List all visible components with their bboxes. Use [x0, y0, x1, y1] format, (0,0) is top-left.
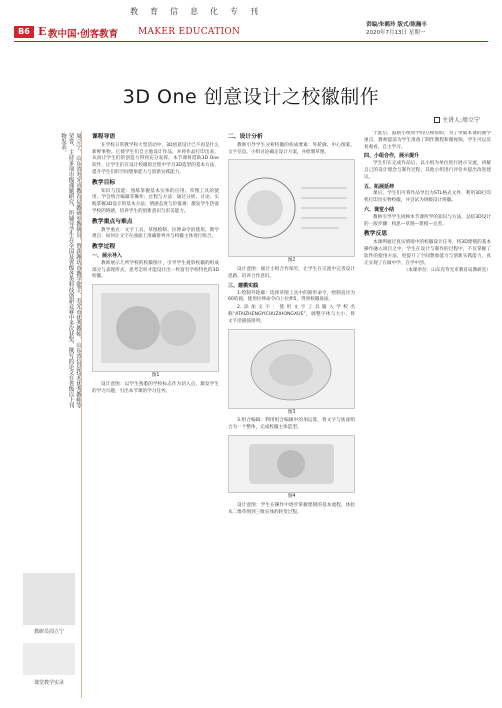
section-heading: 教学过程 [92, 244, 116, 251]
issue-date: 2020年7月13日 星期一 [366, 30, 426, 36]
figure-3-illustration [229, 330, 354, 408]
figure-caption: 图2 [287, 258, 296, 264]
figure-1-illustration [93, 285, 218, 371]
masthead-slogan: 教育信息化专刊 [130, 7, 270, 16]
paragraph: 设计意图：通过小组合作探究，让学生在交流中完善设计思路，培养合作意识。 [228, 267, 355, 279]
header-info [366, 21, 486, 37]
paragraph: 教师引导学生回顾本节课所学的知识与方法，总结3D设计的一般步骤：构思—草图—建模—完善。 [364, 214, 491, 227]
section-heading: 教学目标 [92, 179, 116, 186]
paragraph: 3.组合编辑：利用组合编辑中的加运算，将文字与底座组合为一个整体，完成校徽主体造型。 [228, 418, 355, 431]
figure-caption: 图3 [287, 409, 296, 415]
author-bio: 周立宁，山东省寿光市教育局教研室教研员，曾获潍坊市教学能手、寿光市优秀教师、山东省信息技术优秀教师等荣誉，主持多项市级课题研究，所辅导学生在全国及省级各类科技创新竞赛中多次获奖，撰写的论文在省级以上刊物发表。 [60, 133, 81, 408]
figure-2-illustration [229, 160, 354, 256]
subsection-heading: 六、课堂小结 [364, 206, 395, 213]
paragraph: 设计意图：以学生熟悉的学校标志作为切入点，激发学生的学习兴趣，引出本节课的学习任务。 [92, 381, 219, 394]
paragraph: 教师引导学生分析校徽的构成要素：外轮廓、中心图案、文字信息。小组讨论确定设计方案，并绘制草图。 [228, 142, 355, 155]
figure-4 [228, 435, 355, 493]
editors-line: 责编/朱鹤玲 版式/陈瀚丰 [366, 22, 427, 28]
brand-en-title: MAKER EDUCATION [138, 27, 241, 37]
paragraph: 教学重点：文字工具、草图绘制、拉伸命令的使用。教学难点：如何让文字在曲面上准确排列并与校徽主体进行组合。 [92, 227, 219, 240]
section-heading: 教学反思 [364, 231, 388, 238]
paragraph: 本课例通过真实情境中的校徽设计任务，将3D建模的基本操作融入项目之中，学生在设计与制作的过程中，不仅掌握了软件的使用方法，更提升了空间想象能力与创新实践能力，真正实现了在做中学、在学中创。 [364, 240, 491, 266]
classroom-photo [23, 643, 75, 675]
article-title: 3D One 创意设计之校徽制作 [122, 86, 380, 108]
brand-e-logo: E [38, 25, 47, 38]
section-heading: 二、设计分析 [228, 134, 263, 140]
byline-square-icon [434, 117, 440, 123]
article-byline [434, 115, 480, 124]
author-sidebar [16, 131, 82, 698]
figure-2 [228, 159, 355, 257]
byline-text: 主讲人:周立宁 [441, 117, 480, 124]
paragraph: 教师展示几所学校的校徽图片，引导学生观察校徽的组成部分与表现形式，思考怎样才能设计出一枚富有学校特色的3D校徽。 [92, 260, 219, 280]
subsection-heading: 一、展示导入 [92, 252, 123, 259]
section-heading: 课程导语 [92, 134, 116, 140]
paragraph: 1.绘制外轮廓：选择草图工具中的圆形命令，绘制直径为60的圆，使用拉伸命令向上拉伸5，得到校徽底座。 [228, 290, 355, 303]
author-photo-caption: 教研员周立宁 [33, 629, 64, 635]
author-affiliation-note: （本课单位：山东省寿光市教育局教研室） [403, 268, 491, 274]
article-column-1 [92, 131, 219, 701]
classroom-photo-caption: 课堂教学实录 [33, 680, 64, 686]
article-column-2 [228, 131, 355, 701]
paragraph: 学生们在完成作品后，以小组为单位进行展示交流，讲解自己的设计理念与制作过程，其他小组进行评价并提出改进建议。 [364, 161, 491, 180]
figure-caption: 图1 [151, 373, 160, 379]
article-column-3 [364, 131, 491, 701]
page-header [0, 22, 502, 40]
subsection-heading: 四、小组合作，展示提升 [364, 153, 420, 160]
page-number-tag: B6 [14, 26, 34, 38]
subsection-heading: 五、拓展延伸 [364, 183, 395, 190]
paragraph: 设计意图：学生在操作中逐步掌握建模的基本流程，体验从二维草图到三维实体的转变过程。 [228, 502, 355, 515]
author-photo [23, 573, 75, 625]
paragraph: 在学校日常教学和大型活动中，3D创意设计已不再是什么新鲜事物。它使学生们自主地设计作品，并将作品打印出来，从而让学生们的创造力得到充分发挥。本节课将借助3D One软件，让学生们在设计校徽的过程中学习3D造型的基本方法，提升学生们的空间想象能力与创新实践能力。 [92, 142, 219, 175]
paragraph: 课后，学生们可将作品导出为STL格式文件，利用3D打印机打印出实物校徽，并尝试为班级设计班徽。 [364, 191, 491, 204]
figure-3 [228, 329, 355, 409]
subsection-heading: 三、建模实践 [228, 282, 259, 289]
header-divider [14, 41, 488, 42]
section-heading: 教学重点与难点 [92, 218, 133, 225]
figure-4-illustration [229, 436, 354, 492]
figure-caption: 图4 [287, 493, 296, 499]
paragraph: 2.添加文字：使用文字工具输入学校名称“ATAIZHENGYICHUZIHONGXUE”，调整字体与大小，将文字沿圆弧排列。 [228, 305, 355, 324]
figure-1 [92, 284, 219, 372]
paragraph: 知识与技能：熟练掌握基本实体的应用、草图工具的使用，学会组合编辑等操作；过程与方法：通过分析、讨论、实践掌握3D设计的基本方法；情感态度与价值观：激发学生热爱学校的情感，培养学生的创新意识与审美能力。 [92, 188, 219, 214]
brand-cn-title: 教中国·创客教育 [48, 29, 119, 40]
paragraph: 于此后，鼓励小组同学间互相帮助，为了突破本课的教学重点，教师提前为学生准备了制作教程和微视频，学生可以反复观看、自主学习。 [364, 131, 491, 150]
